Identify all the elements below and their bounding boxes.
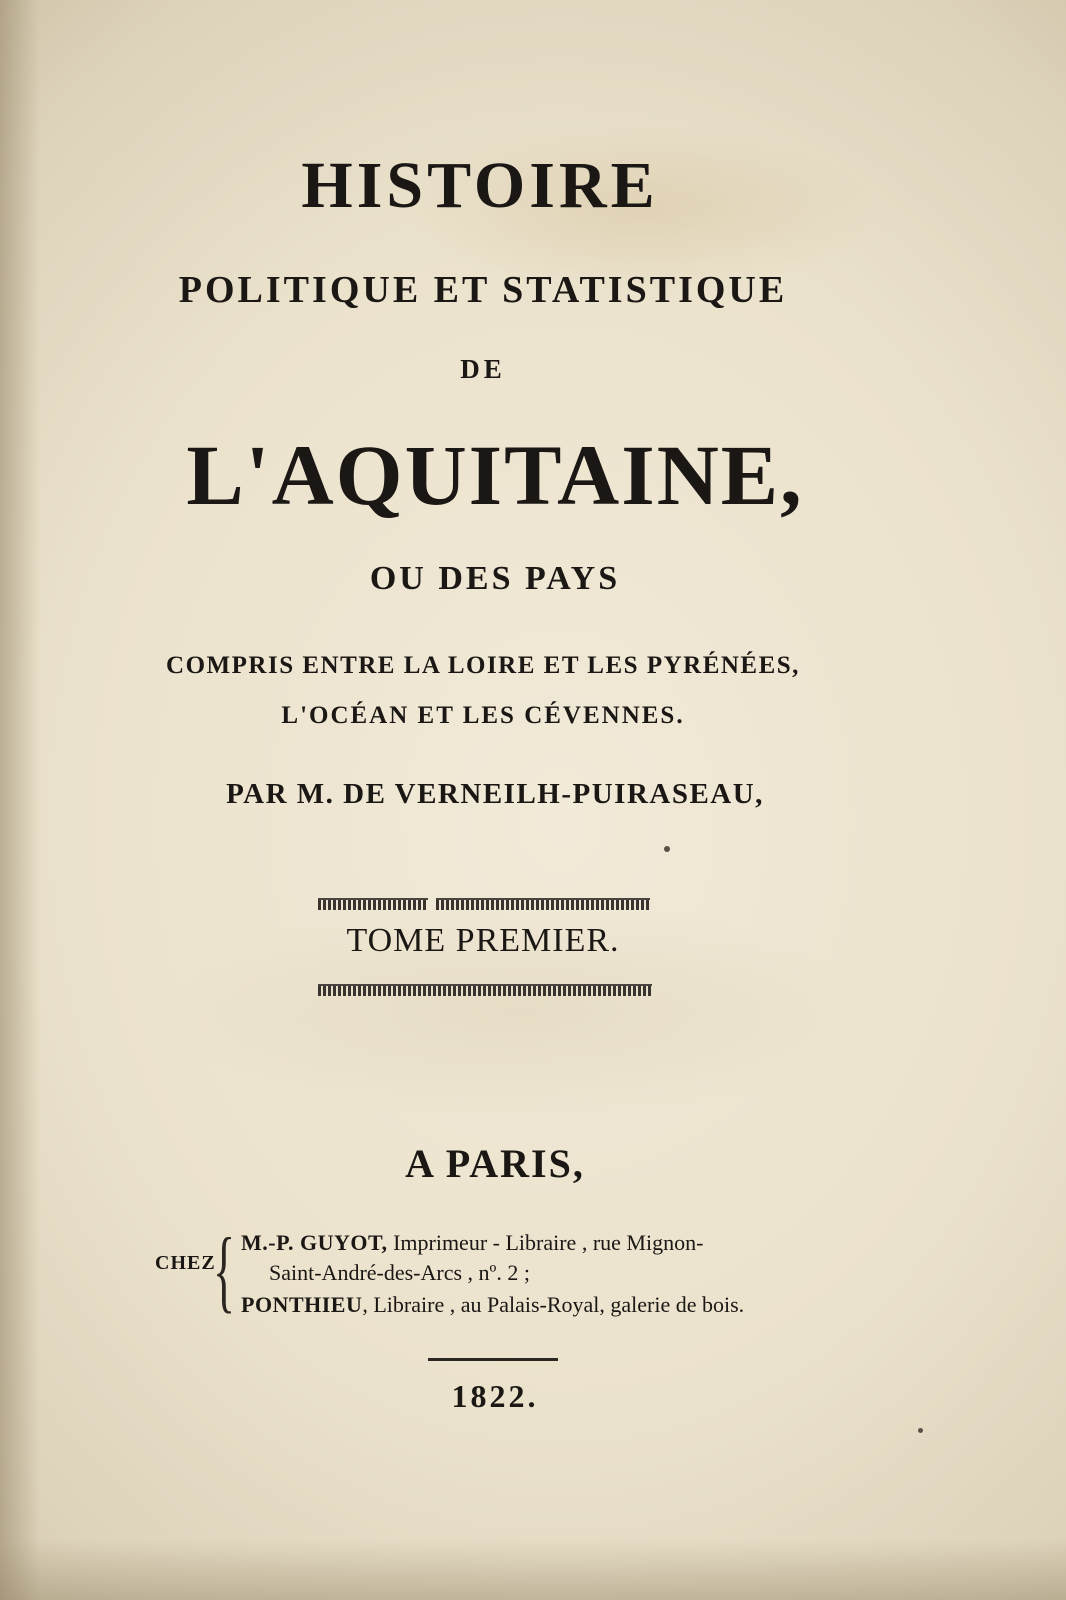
curly-brace-icon: { (213, 1219, 236, 1321)
ink-speck (918, 1428, 923, 1433)
de-line: DE (460, 354, 506, 384)
publication-year: 1822. (451, 1378, 539, 1414)
heading-histoire: HISTOIRE (301, 149, 659, 222)
ou-des-pays-line: OU DES PAYS (369, 560, 621, 597)
subtitle-line: POLITIQUE ET STATISTIQUE (178, 269, 788, 311)
bookseller-details: , Libraire , au Palais-Royal, galerie de bois. (362, 1292, 745, 1317)
chez-label: CHEZ (155, 1252, 216, 1274)
ocean-line: L'OCÉAN ET LES CÉVENNES. (281, 702, 685, 729)
imprint-line-2: Saint-André-des-Arcs , nº. 2 ; (269, 1260, 530, 1285)
imprint-line-1 (241, 1230, 703, 1256)
page-bottom-shadow (0, 1540, 1066, 1600)
volume-label: TOME PREMIER. (346, 922, 620, 959)
publisher-imprint (155, 1219, 1015, 1330)
compris-line: COMPRIS ENTRE LA LOIRE ET LES PYRÉNÉES, (166, 652, 800, 679)
ink-speck (664, 846, 670, 852)
solid-rule (428, 1358, 558, 1361)
printer-name: M.-P. GUYOT, (241, 1230, 388, 1255)
ornamental-rule-bottom (318, 984, 652, 996)
ornamental-rule-top-right (436, 898, 650, 910)
main-title: L'AQUITAINE, (186, 427, 804, 523)
ornamental-rule-top-left (318, 898, 428, 910)
author-line: PAR M. DE VERNEILH-PUIRASEAU, (226, 778, 764, 810)
imprint-line-3 (241, 1292, 744, 1318)
bookseller-name: PONTHIEU (241, 1292, 363, 1317)
printer-details: Imprimeur - Libraire , rue Mignon- (393, 1230, 704, 1255)
place-of-publication: A PARIS, (405, 1141, 585, 1186)
